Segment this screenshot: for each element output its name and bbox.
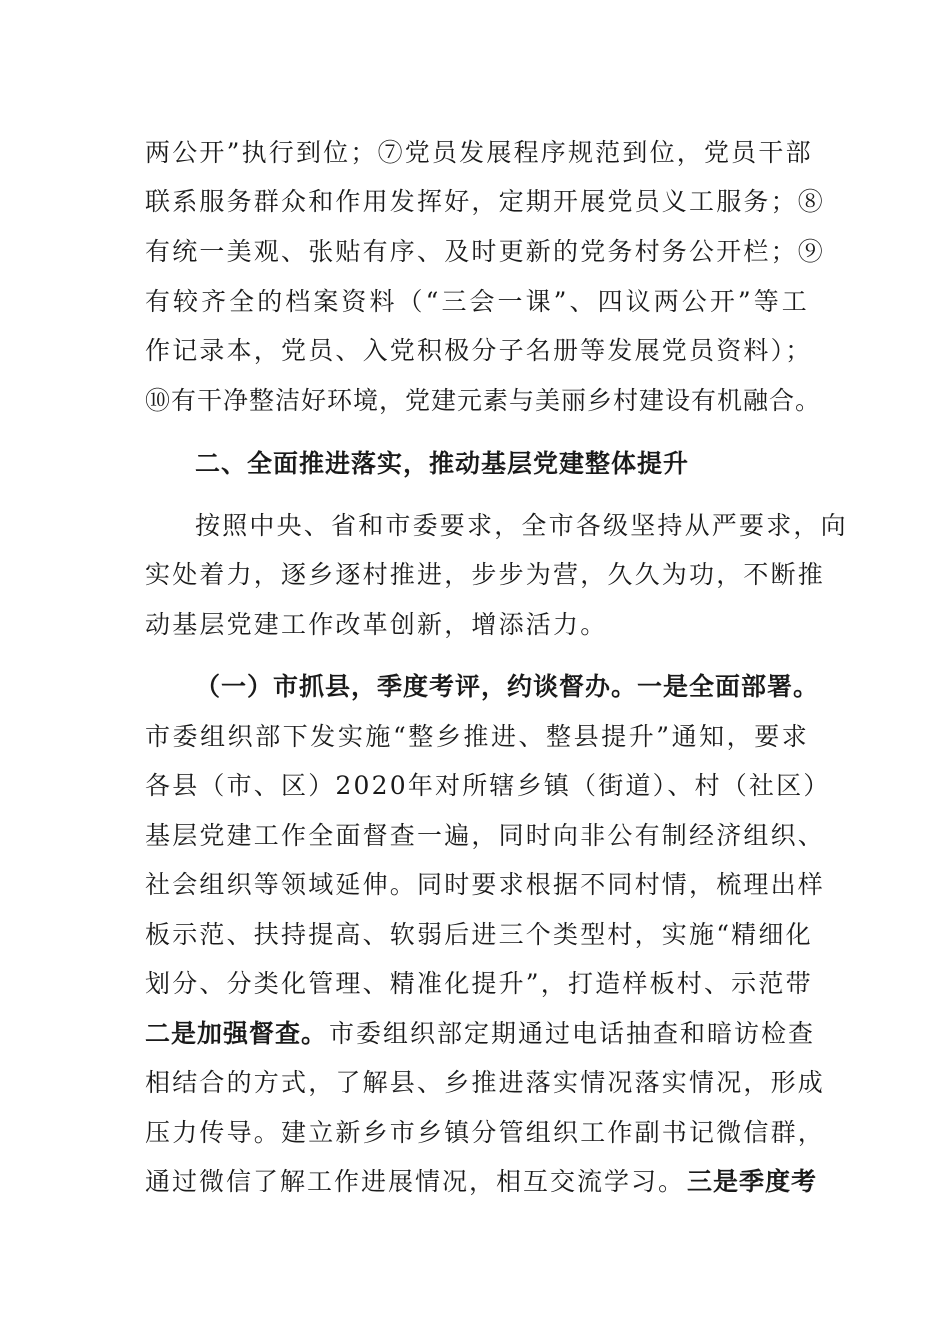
body-text-line — [145, 1018, 816, 1050]
body-text-line: ⑩有干净整洁好环境，党建元素与美丽乡村建设有机融合。 — [145, 386, 822, 415]
body-text-line: 两公开”执行到位；⑦党员发展程序规范到位，党员干部 — [145, 138, 813, 167]
body-text-line: 动基层党建工作改革创新，增添活力。 — [145, 610, 608, 639]
body-text-line: 压力传导。建立新乡市乡镇分管组织工作副书记微信群， — [145, 1118, 826, 1147]
body-text-line: 实处着力，逐乡逐村推进，步步为营，久久为功，不断推 — [145, 560, 826, 589]
body-text-line: 划分、分类化管理、精准化提升”，打造样板村、示范带 — [145, 969, 813, 998]
body-text-line: 有统一美观、张贴有序、及时更新的党务村务公开栏；⑨ — [145, 237, 826, 266]
body-text-line: 有较齐全的档案资料（“三会一课”、四议两公开”等工 — [145, 287, 809, 316]
subsection-heading: （一）市抓县，季度考评，约谈督办。一是全面部署。 — [195, 672, 820, 701]
bold-lead-in: 三是季度考 — [687, 1167, 818, 1196]
body-text-line: 基层党建工作全面督查一遍，同时向非公有制经济组织、 — [145, 821, 826, 850]
body-text-line: 社会组织等领域延伸。同时要求根据不同村情，梳理出样 — [145, 870, 826, 899]
section-heading: 二、全面推进落实，推动基层党建整体提升 — [195, 449, 690, 478]
body-text-line: 板示范、扶持提高、软弱后进三个类型村，实施“精细化 — [145, 920, 813, 949]
body-text-line: 按照中央、省和市委要求，全市各级坚持从严要求，向 — [195, 511, 848, 540]
body-text-line: 相结合的方式，了解县、乡推进落实情况落实情况，形成 — [145, 1068, 826, 1097]
body-text-line: 联系服务群众和作用发挥好，定期开展党员义工服务；⑧ — [145, 187, 826, 216]
body-text-span: 通过微信了解工作进展情况，相互交流学习。 — [145, 1167, 686, 1196]
body-text-line: 作记录本，党员、入党积极分子名册等发展党员资料）； — [145, 336, 813, 365]
body-text-span: 市委组织部定期通过电话抽查和暗访检查 — [329, 1019, 816, 1048]
body-text-line: 各县（市、区）2020年对所辖乡镇（街道）、村（社区） — [145, 771, 831, 800]
bold-lead-in: 二是加强督查。 — [145, 1019, 328, 1048]
body-text-line — [145, 1166, 818, 1198]
body-text-line: 市委组织部下发实施“整乡推进、整县提升”通知，要求 — [145, 722, 809, 751]
